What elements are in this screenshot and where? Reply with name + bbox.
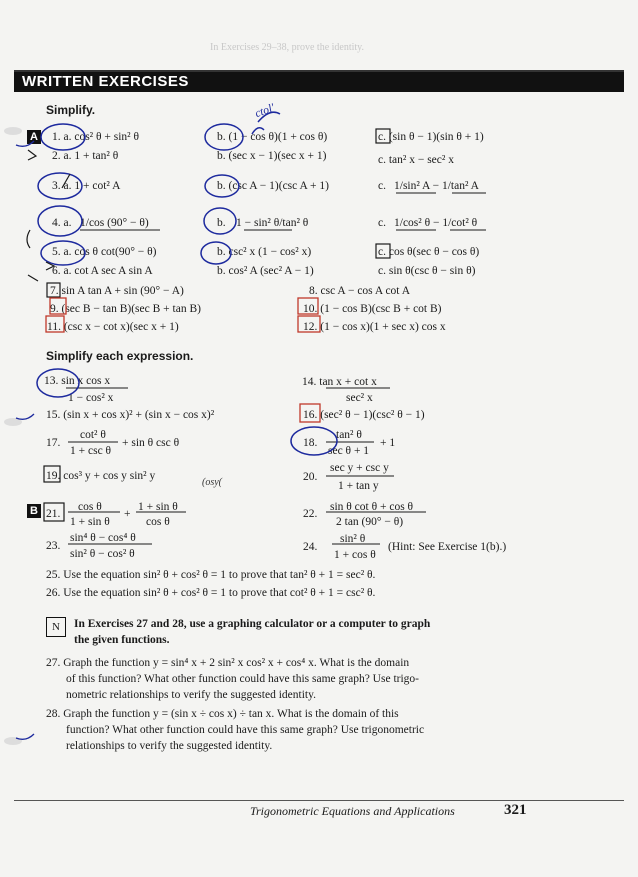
exercise-19: 19. cos³ y + cos y sin² y	[46, 470, 156, 482]
red-ink-boxes	[46, 298, 320, 422]
exercise-20-denominator: 1 + tan y	[338, 480, 379, 492]
exercise-20-label: 20.	[303, 471, 318, 483]
fraction-bars	[66, 193, 486, 544]
exercise-18-rest: + 1	[380, 437, 396, 449]
exercise-27-line-2: of this function? What other function could have this same graph? Use trigo-	[66, 673, 419, 685]
exercise-25: 25. Use the equation sin² θ + cos² θ = 1 to prove that tan² θ + 1 = sec² θ.	[46, 569, 376, 581]
exercise-21-numerator-1: cos θ	[78, 501, 102, 513]
exercise-22-label: 22.	[303, 508, 318, 520]
blue-ink-circles	[37, 112, 337, 455]
exercise-2a: 2. a. 1 + tan² θ	[52, 150, 119, 162]
exercise-8: 8. csc A − cos A cot A	[309, 285, 411, 297]
exercise-18-label: 18.	[303, 437, 318, 449]
exercise-20-numerator: sec y + csc y	[330, 462, 389, 474]
exercise-17-numerator: cot² θ	[80, 429, 106, 441]
exercise-4c: 1/cos² θ − 1/cot² θ	[394, 217, 478, 229]
exercise-21-denominator-1: 1 + sin θ	[70, 516, 110, 528]
exercise-2c: c. tan² x − sec² x	[378, 154, 454, 166]
exercise-24-numerator: sin² θ	[340, 533, 366, 545]
exercise-27-line-3: nometric relationships to verify the suggested identity.	[66, 689, 316, 701]
exercise-24-hint: (Hint: See Exercise 1(b).)	[388, 541, 507, 553]
exercise-15: 15. (sin x + cos x)² + (sin x − cos x)²	[46, 409, 215, 421]
exercise-14-denominator: sec² x	[346, 392, 373, 404]
subhead-simplify: Simplify.	[46, 103, 96, 117]
exercise-16: 16. (sec² θ − 1)(csc² θ − 1)	[303, 409, 425, 421]
exercise-6c: c. sin θ(csc θ − sin θ)	[378, 265, 476, 277]
exercise-5c: c. cos θ(sec θ − cos θ)	[378, 246, 480, 258]
exercise-18-denominator: sec θ + 1	[328, 445, 370, 457]
exercise-22-numerator: sin θ cot θ + cos θ	[330, 501, 414, 513]
exercise-21-plus: +	[124, 508, 131, 520]
exercise-6b: b. cos² A (sec² A − 1)	[217, 265, 314, 277]
exercise-17-label: 17.	[46, 437, 61, 449]
exercise-27-line-1: 27. Graph the function y = sin⁴ x + 2 sin² x cos² x + cos⁴ x. What is the domain	[46, 657, 410, 669]
calculator-intro-line-1: In Exercises 27 and 28, use a graphing calculator or a computer to graph	[74, 618, 431, 630]
exercise-1a: 1. a. cos² θ + sin² θ	[52, 131, 140, 143]
exercise-4c-label: c.	[378, 217, 386, 229]
exercise-3b: b. (csc A − 1)(csc A + 1)	[217, 180, 329, 192]
calculator-intro-line-2: the given functions.	[74, 634, 170, 646]
handwritten-note-top: ctol'	[253, 101, 277, 121]
graphing-calculator-icon: N	[46, 617, 66, 637]
section-marker-b: B	[27, 504, 41, 518]
exercise-23-numerator: sin⁴ θ − cos⁴ θ	[70, 532, 136, 544]
exercise-3c-label: c.	[378, 180, 386, 192]
exercise-6a: 6. a. cot A sec A sin A	[52, 265, 153, 277]
exercise-5b: b. csc² x (1 − cos² x)	[217, 246, 312, 258]
exercise-13-denominator: 1 − cos² x	[68, 392, 114, 404]
exercise-10: 10. (1 − cos B)(csc B + cot B)	[303, 303, 442, 315]
exercise-21-denominator-2: cos θ	[146, 516, 170, 528]
exercise-17-denominator: 1 + csc θ	[70, 445, 112, 457]
bleed-through-text: In Exercises 29–38, prove the identity.	[210, 42, 365, 53]
exercise-5a: 5. a. cos θ cot(90° − θ)	[52, 246, 157, 258]
exercise-24-denominator: 1 + cos θ	[334, 549, 376, 561]
exercise-4b: 1 − sin² θ/tan² θ	[236, 217, 309, 229]
exercise-18-numerator: tan² θ	[336, 429, 362, 441]
margin-checkmarks	[16, 141, 34, 739]
exercise-4a-label: 4. a.	[52, 217, 72, 229]
exercise-4a: 1/cos (90° − θ)	[80, 217, 149, 229]
exercise-21-numerator-2: 1 + sin θ	[138, 501, 178, 513]
exercise-24-label: 24.	[303, 541, 318, 553]
exercise-28-line-3: relationships to verify the suggested identity.	[66, 740, 273, 752]
exercise-17-rest: + sin θ csc θ	[122, 437, 180, 449]
footer-chapter-title: Trigonometric Equations and Applications	[250, 804, 455, 818]
exercise-23-label: 23.	[46, 540, 61, 552]
exercise-22-denominator: 2 tan (90° − θ)	[336, 516, 404, 528]
exercise-14-numerator: 14. tan x + cot x	[302, 376, 377, 388]
subhead-simplify-each: Simplify each expression.	[46, 349, 194, 363]
exercise-3a: 3. a. 1 + cot² A	[52, 180, 121, 192]
exercise-4b-label: b.	[217, 217, 226, 229]
exercise-28-line-1: 28. Graph the function y = (sin x ÷ cos x) ÷ tan x. What is the domain of this	[46, 708, 399, 720]
exercise-2b: b. (sec x − 1)(sec x + 1)	[217, 150, 327, 162]
exercise-1b: b. (1 − cos θ)(1 + cos θ)	[217, 131, 328, 143]
exercise-13-numerator: 13. sin x cos x	[44, 375, 111, 387]
page-number: 321	[504, 802, 527, 818]
exercise-21-label: 21.	[46, 508, 61, 520]
exercise-7: 7. sin A tan A + sin (90° − A)	[50, 285, 184, 297]
exercise-9: 9. (sec B − tan B)(sec B + tan B)	[50, 303, 201, 315]
exercise-1c: c. (sin θ − 1)(sin θ + 1)	[378, 131, 484, 143]
exercise-26: 26. Use the equation sin² θ + cos² θ = 1 to prove that cot² θ + 1 = csc² θ.	[46, 587, 376, 599]
section-header-title: WRITTEN EXERCISES	[22, 73, 189, 90]
exercise-3c: 1/sin² A − 1/tan² A	[394, 180, 479, 192]
handwritten-note-19: (osy(	[202, 477, 222, 488]
exercise-12: 12. (1 − cos x)(1 + sec x) cos x	[303, 321, 446, 333]
section-marker-a: A	[27, 130, 41, 144]
exercise-28-line-2: function? What other function could have this same graph? Use trigonometric	[66, 724, 425, 736]
exercise-11: 11. (csc x − cot x)(sec x + 1)	[47, 321, 179, 333]
exercise-23-denominator: sin² θ − cos² θ	[70, 548, 135, 560]
